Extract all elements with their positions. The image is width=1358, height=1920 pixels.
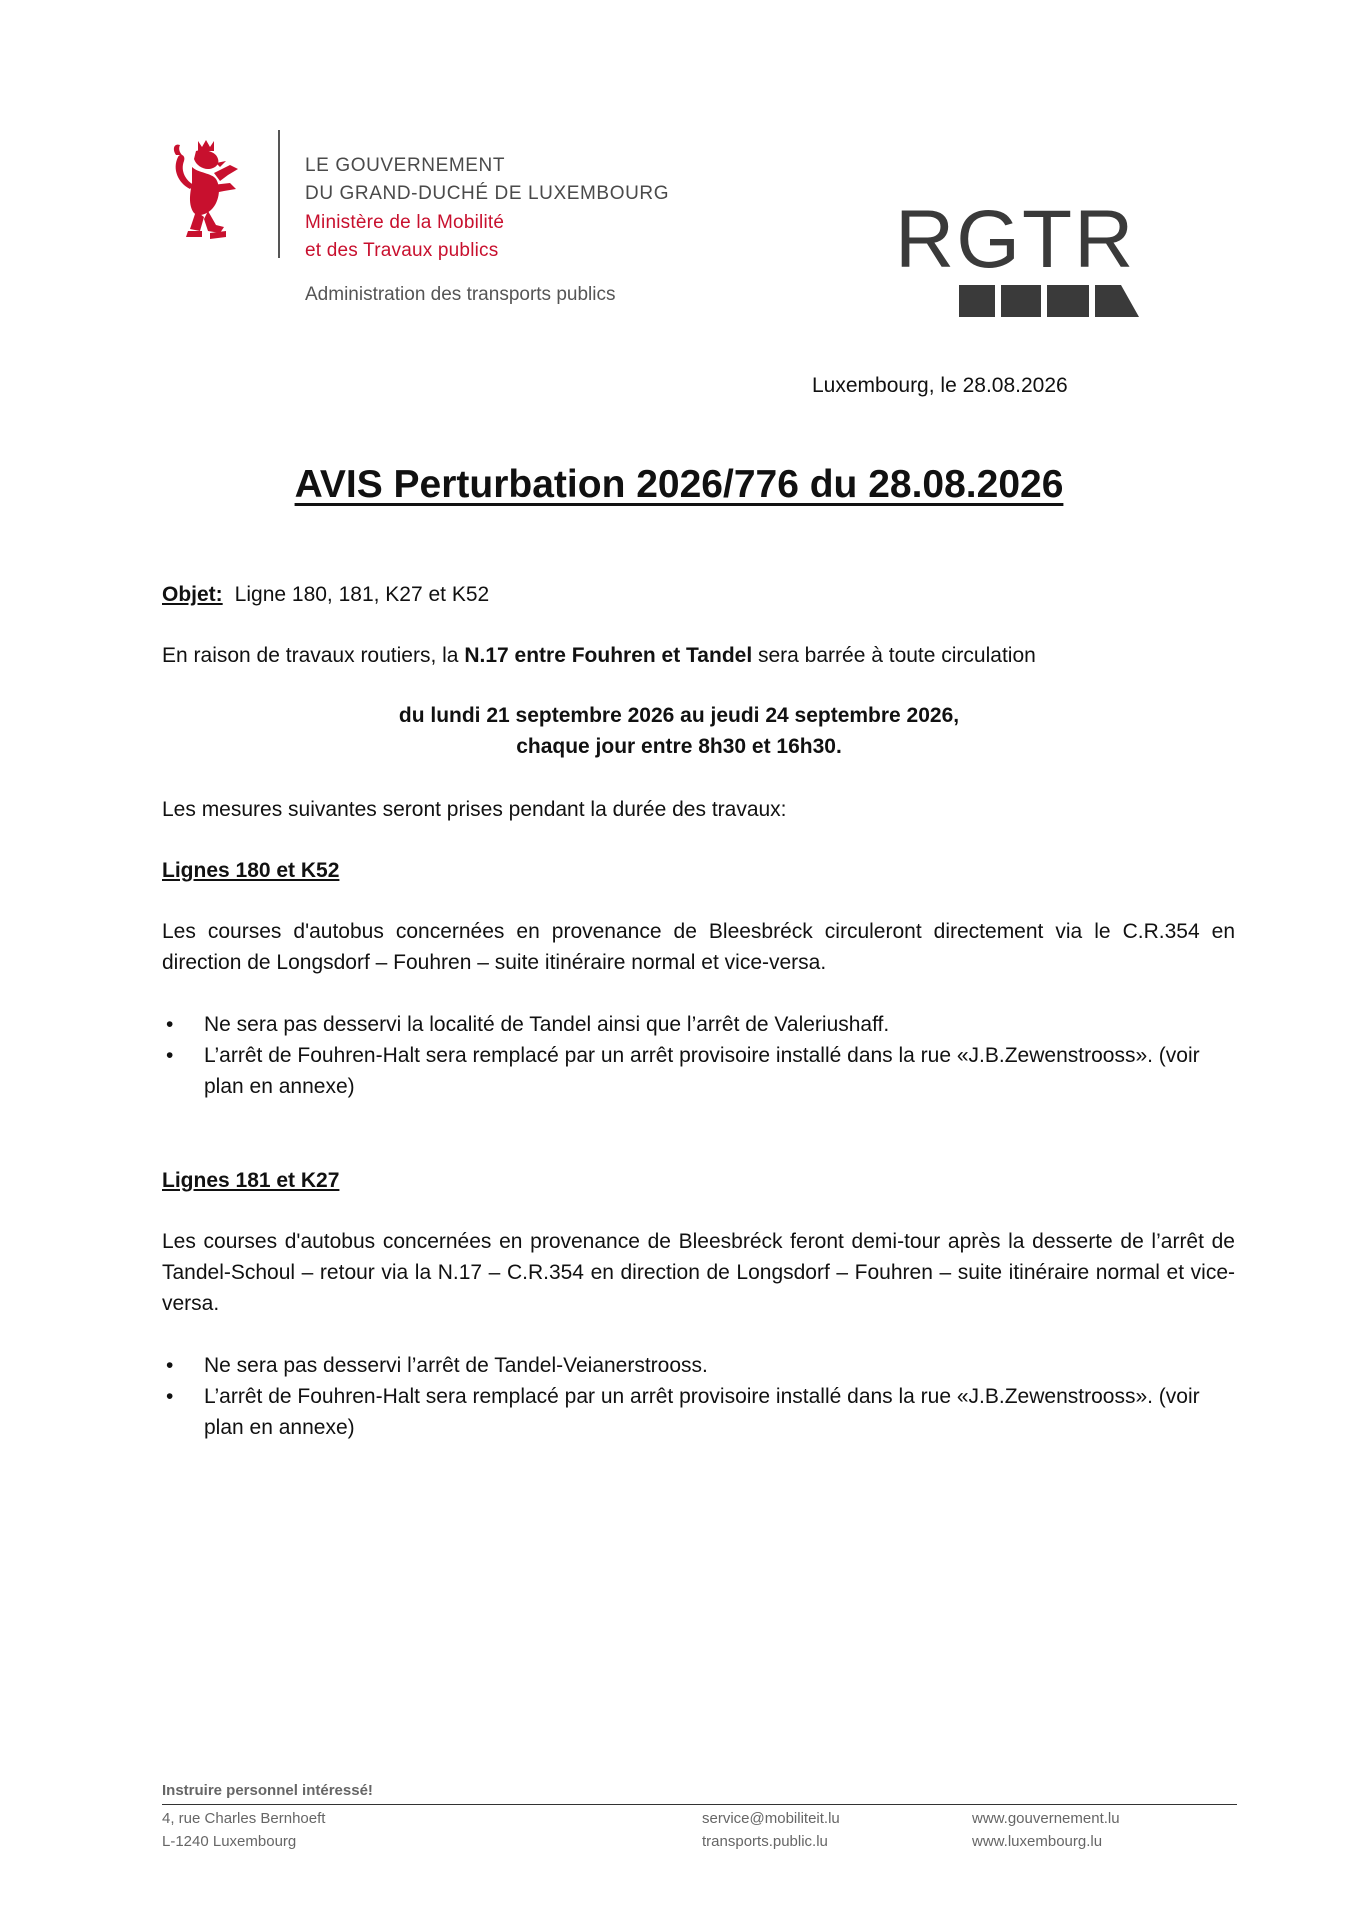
list-item: [162, 1381, 1235, 1443]
list-item-text: Ne sera pas desservi l’arrêt de Tandel-Veianerstrooss.: [204, 1354, 708, 1377]
list-item: [162, 1009, 1235, 1040]
footer-email-link[interactable]: service@mobiliteit.lu: [702, 1810, 840, 1827]
bullet-icon: •: [166, 1044, 174, 1067]
government-name-line1: LE GOUVERNEMENT: [305, 155, 506, 176]
footer-contact: [702, 1807, 840, 1853]
intro-text-after: sera barrée à toute circulation: [752, 644, 1036, 667]
page-title: AVIS Perturbation 2026/776 du 28.08.2026: [294, 463, 1064, 506]
section-heading-180-k52: Lignes 180 et K52: [162, 859, 340, 882]
closure-period: [0, 700, 1358, 762]
list-item: [162, 1350, 1235, 1381]
section-bullets-180-k52: [162, 1009, 1235, 1102]
footer-note: Instruire personnel intéressé!: [162, 1782, 373, 1799]
lion-emblem-icon: [168, 139, 250, 247]
header-divider: [278, 130, 280, 258]
bullet-icon: •: [166, 1013, 174, 1036]
footer-address-line1: 4, rue Charles Bernhoeft: [162, 1810, 326, 1827]
intro-paragraph: [162, 640, 1036, 671]
rgtr-logo: [895, 205, 1140, 320]
footer-website-link-luxembourg[interactable]: www.luxembourg.lu: [972, 1833, 1103, 1850]
section-bullets-181-k27: [162, 1350, 1235, 1443]
rgtr-logo-text: RGTR: [895, 205, 1136, 285]
footer-address: [162, 1807, 325, 1853]
bullet-icon: •: [166, 1385, 174, 1408]
footer-website-link-transports[interactable]: transports.public.lu: [702, 1833, 828, 1850]
measures-intro: Les mesures suivantes seront prises pendant la durée des travaux:: [162, 798, 787, 821]
subject-value: Ligne 180, 181, K27 et K52: [234, 583, 490, 606]
subject-label: Objet:: [162, 583, 223, 606]
list-item-text: L’arrêt de Fouhren-Halt sera remplacé par un arrêt provisoire installé dans la rue «J.B.Zewenstrooss». (voir plan en annexe): [204, 1044, 1200, 1098]
intro-text-before: En raison de travaux routiers, la: [162, 644, 465, 667]
subject-line: [162, 579, 489, 610]
list-item: [162, 1040, 1235, 1102]
list-item-text: L’arrêt de Fouhren-Halt sera remplacé par un arrêt provisoire installé dans la rue «J.B.Zewenstrooss». (voir plan en annexe): [204, 1385, 1200, 1439]
section-paragraph-181-k27: Les courses d'autobus concernées en provenance de Bleesbréck feront demi-tour après la desserte de l’arrêt de Tandel-Schoul – retour via la N.17 – C.R.354 en direction de Longsdorf – Fouhren – suite itinéraire normal et vice-versa.: [162, 1230, 1235, 1315]
footer-address-line2: L-1240 Luxembourg: [162, 1833, 297, 1850]
list-item-text: Ne sera pas desservi la localité de Tandel ainsi que l’arrêt de Valeriushaff.: [204, 1013, 890, 1036]
bullet-icon: •: [166, 1354, 174, 1377]
ministry-name-line1: Ministère de la Mobilité: [305, 212, 505, 233]
intro-road-segment: N.17 entre Fouhren et Tandel: [464, 644, 753, 667]
section-paragraph-180-k52: Les courses d'autobus concernées en provenance de Bleesbréck circuleront directement via le C.R.354 en direction de Longsdorf – Fouhren – suite itinéraire normal et vice-versa.: [162, 920, 1235, 974]
government-name-line2: DU GRAND-DUCHÉ DE LUXEMBOURG: [305, 183, 670, 204]
closure-period-dates: du lundi 21 septembre 2026 au jeudi 24 septembre 2026,: [398, 704, 960, 727]
section-heading-181-k27: Lignes 181 et K27: [162, 1169, 340, 1192]
footer-website-link-gouvernement[interactable]: www.gouvernement.lu: [972, 1810, 1120, 1827]
administration-name: Administration des transports publics: [305, 284, 616, 305]
closure-period-hours: chaque jour entre 8h30 et 16h30.: [516, 735, 842, 758]
footer-web: [972, 1807, 1120, 1853]
document-date: Luxembourg, le 28.08.2026: [812, 374, 1068, 397]
ministry-name-line2: et des Travaux publics: [305, 240, 499, 261]
footer-divider: [162, 1804, 1237, 1805]
